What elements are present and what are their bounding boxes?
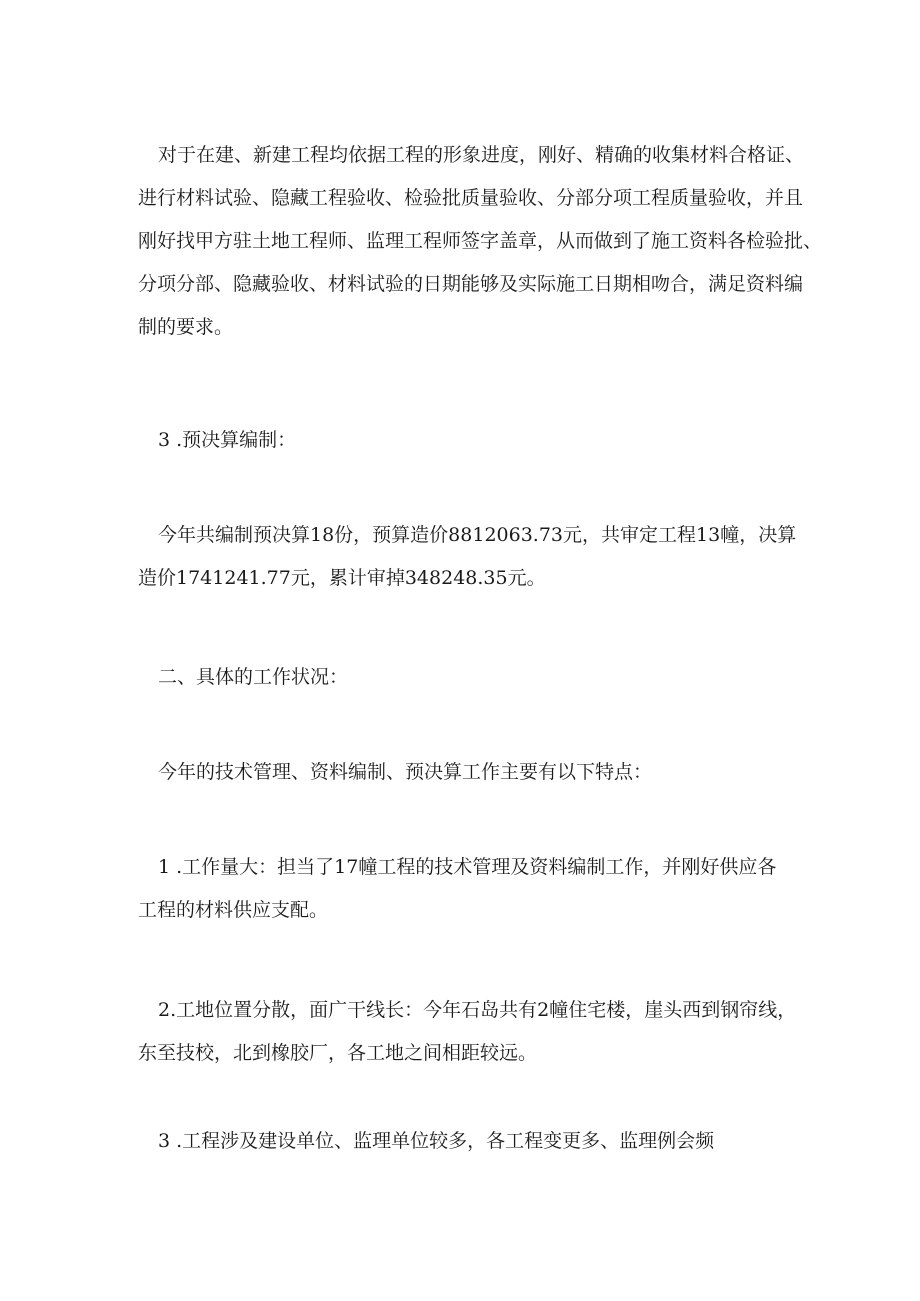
paragraph-line: 工程的材料供应支配。 <box>138 899 329 921</box>
paragraph-line: 进行材料试验、隐藏工程验收、检验批质量验收、分部分项工程质量验收，并且 <box>138 187 804 209</box>
paragraph-line: 3 .预决算编制： <box>158 429 297 451</box>
paragraph-line: 今年的技术管理、资料编制、预决算工作主要有以下特点： <box>158 761 653 783</box>
paragraph-line: 3 .工程涉及建设单位、监理单位较多，各工程变更多、监理例会频 <box>158 1130 715 1152</box>
paragraph-line: 制的要求。 <box>138 316 234 338</box>
paragraph-characteristics-intro <box>138 751 798 794</box>
paragraph-line: 1 .工作量大：担当了17幢工程的技术管理及资料编制工作，并刚好供应各 <box>158 856 777 878</box>
paragraph-budget-figures <box>138 514 798 600</box>
paragraph-line: 今年共编制预决算18份，预算造价8812063.73元，共审定工程13幢，决算 <box>158 524 797 546</box>
paragraph-workload <box>138 846 798 932</box>
heading-budget-compilation <box>138 419 798 462</box>
paragraph-stakeholders <box>138 1120 798 1163</box>
paragraph-line: 分项分部、隐藏验收、材料试验的日期能够及实际施工日期相吻合，满足资料编 <box>138 273 804 295</box>
paragraph-line: 造价1741241.77元，累计审掉348248.35元。 <box>138 567 546 589</box>
paragraph-line: 东至技校，北到橡胶厂，各工地之间相距较远。 <box>138 1042 538 1064</box>
paragraph-material-collection <box>138 134 823 349</box>
paragraph-line: 刚好找甲方驻土地工程师、监理工程师签字盖章，从而做到了施工资料各检验批、 <box>138 230 823 252</box>
paragraph-site-dispersion <box>138 989 798 1075</box>
paragraph-line: 对于在建、新建工程均依据工程的形象进度，刚好、精确的收集材料合格证、 <box>158 144 805 166</box>
paragraph-line: 2.工地位置分散，面广干线长：今年石岛共有2幢住宅楼，崖头西到钢帘线， <box>158 999 797 1021</box>
paragraph-line: 二、具体的工作状况： <box>158 666 349 688</box>
heading-work-status <box>138 656 798 699</box>
